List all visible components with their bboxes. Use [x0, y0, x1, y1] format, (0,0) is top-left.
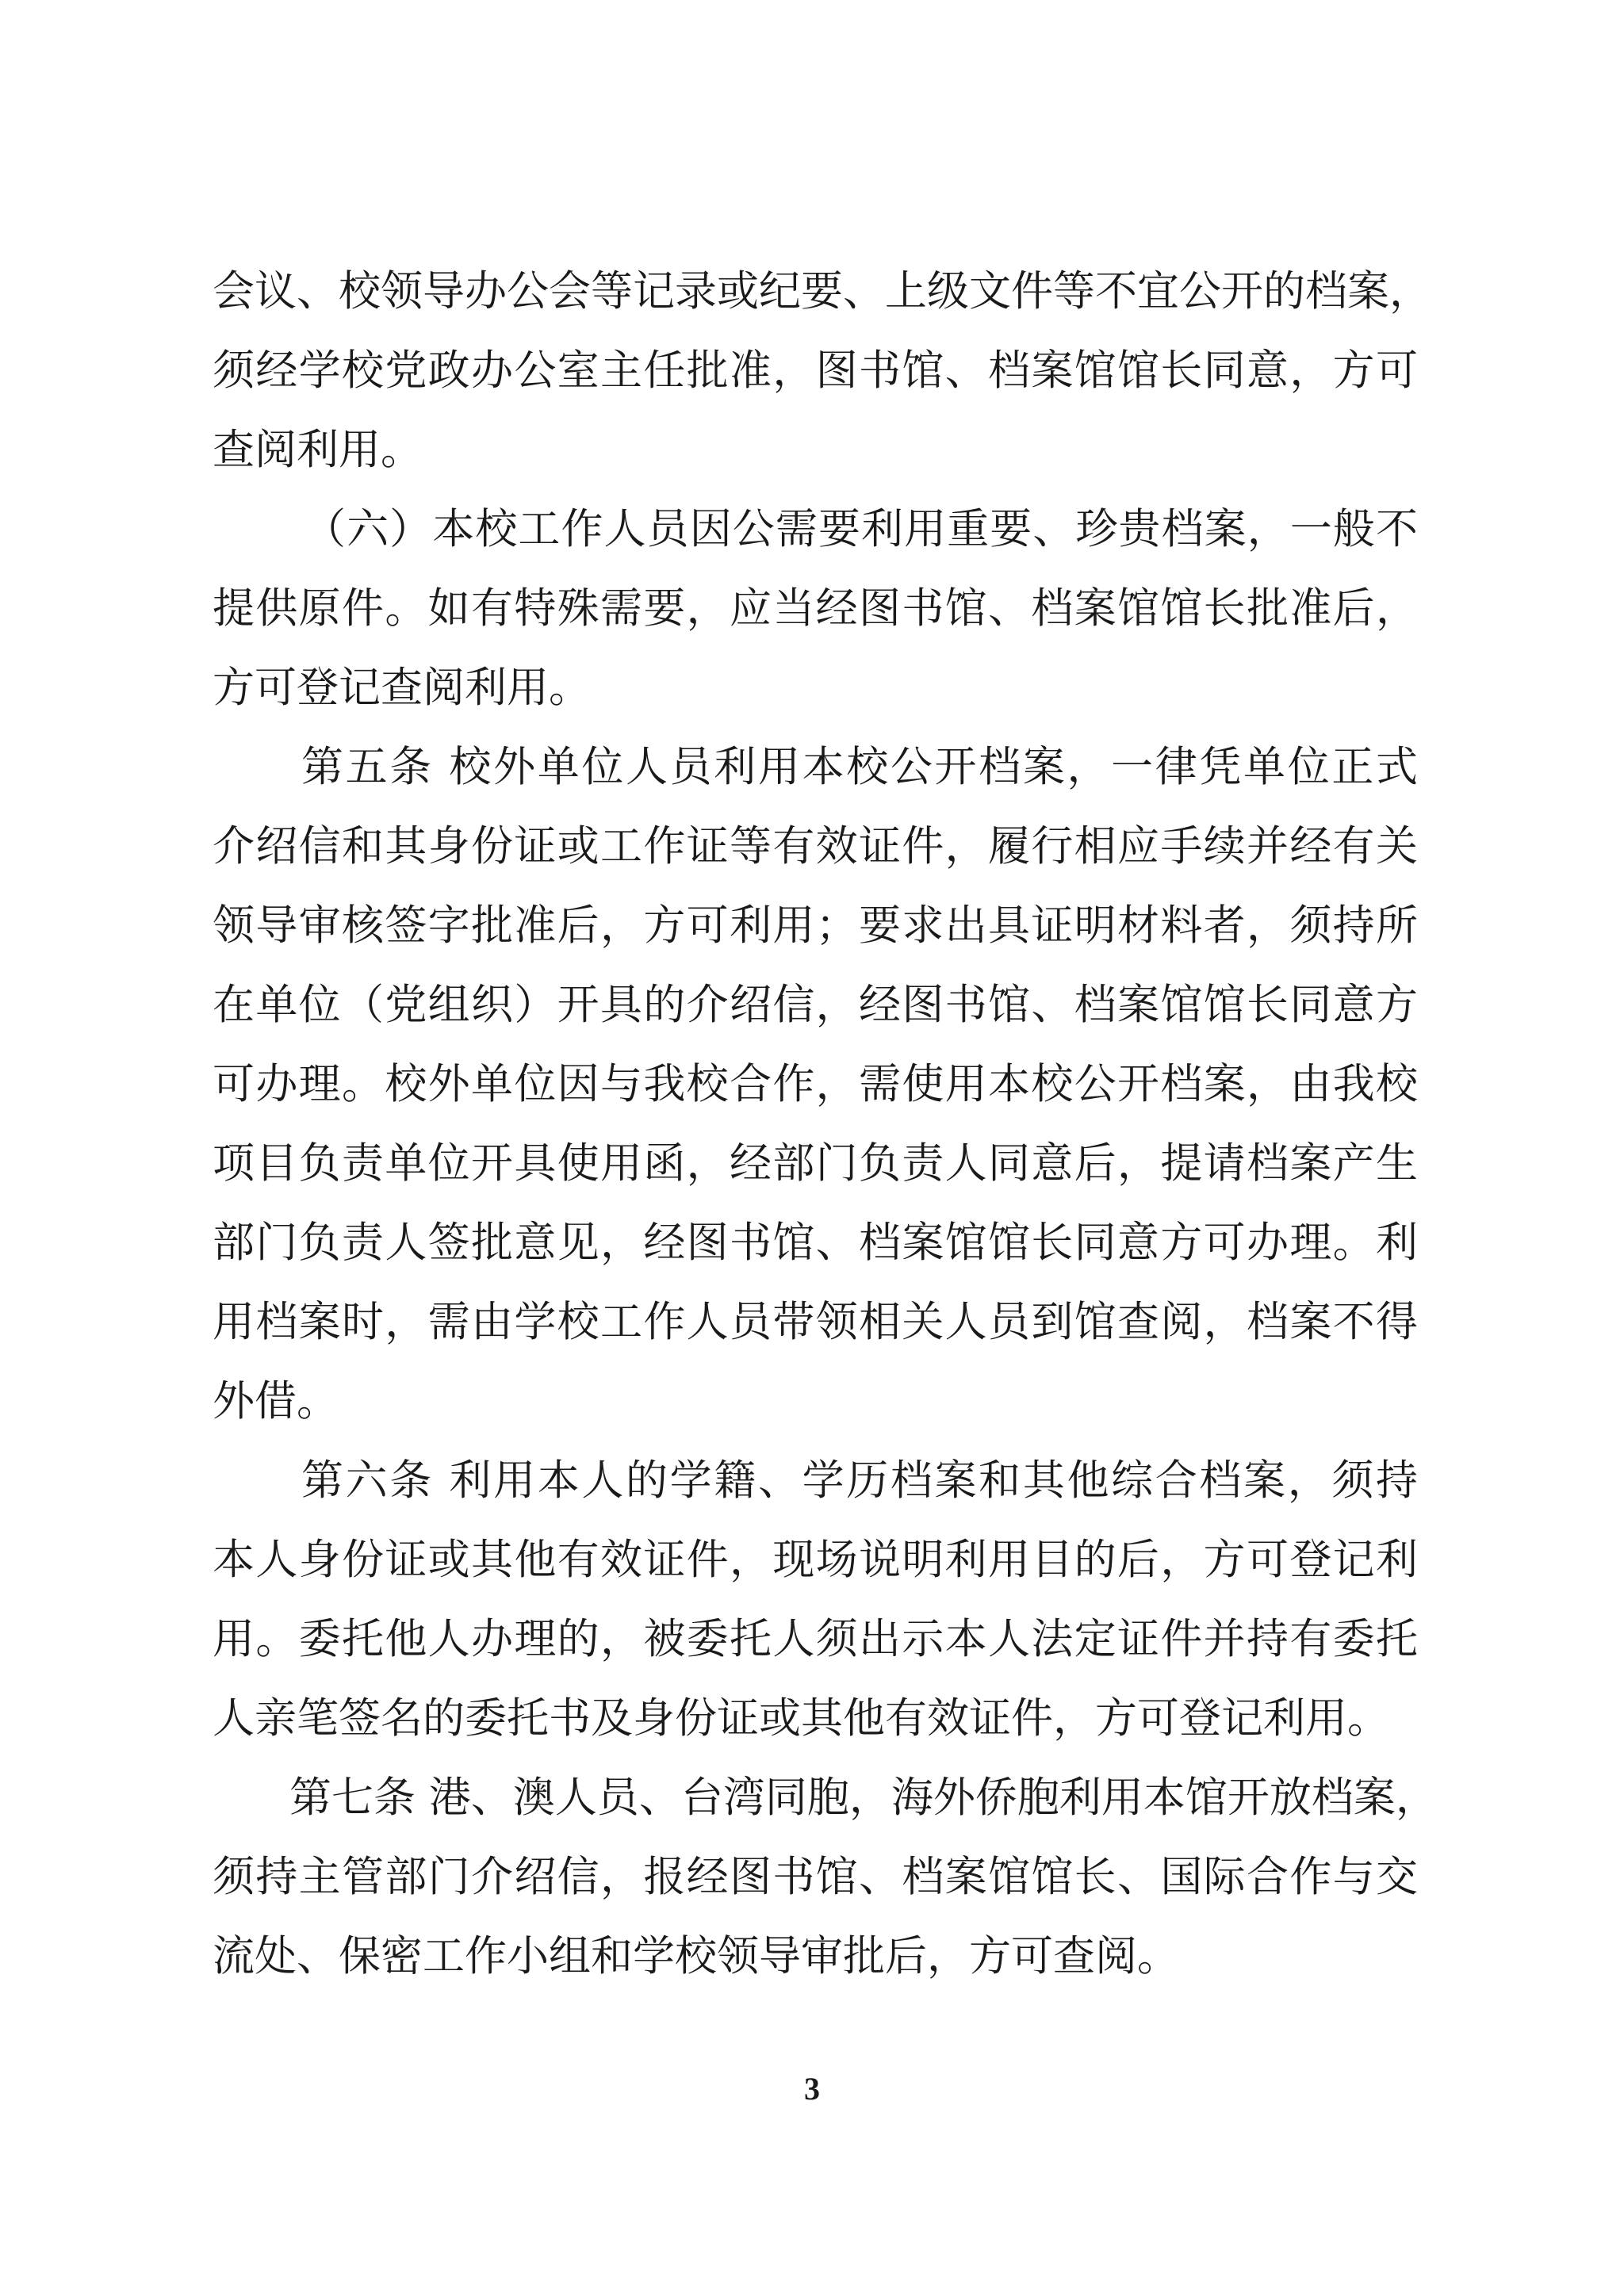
text-line: 部门负责人签批意见，经图书馆、档案馆馆长同意方可办理。利 — [213, 1219, 1418, 1267]
text-line: （六）本校工作人员因公需要利用重要、珍贵档案，一般不 — [304, 505, 1418, 553]
text-line: 用档案时，需由学校工作人员带领相关人员到馆查阅，档案不得 — [213, 1298, 1418, 1346]
text-line: 外借。 — [213, 1377, 339, 1425]
text-line: 第五条 校外单位人员利用本校公开档案，一律凭单位正式 — [301, 743, 1418, 791]
text-line: 本人身份证或其他有效证件，现场说明利用目的后，方可登记利 — [213, 1536, 1418, 1584]
text-line: 查阅利用。 — [213, 426, 423, 474]
text-line: 第七条 港、澳人员、台湾同胞，海外侨胞利用本馆开放档案， — [289, 1774, 1438, 1822]
text-line: 人亲笔签名的委托书及身份证或其他有效证件，方可登记利用。 — [213, 1694, 1389, 1743]
text-line: 须经学校党政办公室主任批准，图书馆、档案馆馆长同意，方可 — [213, 346, 1418, 395]
text-line: 方可登记查阅利用。 — [213, 664, 591, 712]
text-line: 须持主管部门介绍信，报经图书馆、档案馆馆长、国际合作与交 — [213, 1853, 1418, 1901]
page-number: 3 — [804, 2071, 820, 2107]
text-line: 项目负责单位开具使用函，经部门负责人同意后，提请档案产生 — [213, 1139, 1418, 1188]
text-line: 流处、保密工作小组和学校领导审批后，方可查阅。 — [213, 1932, 1179, 1980]
text-line: 领导审核签字批准后，方可利用；要求出具证明材料者，须持所 — [213, 901, 1418, 950]
text-line: 介绍信和其身份证或工作证等有效证件，履行相应手续并经有关 — [213, 822, 1418, 871]
text-line: 用。委托他人办理的，被委托人须出示本人法定证件并持有委托 — [213, 1615, 1418, 1663]
text-line: 提供原件。如有特殊需要，应当经图书馆、档案馆馆长批准后， — [213, 584, 1418, 633]
text-line: 会议、校领导办公会等记录或纪要、上级文件等不宜公开的档案， — [213, 267, 1431, 316]
text-line: 第六条 利用本人的学籍、学历档案和其他综合档案，须持 — [301, 1456, 1418, 1505]
text-line: 可办理。校外单位因与我校合作，需使用本校公开档案，由我校 — [213, 1060, 1418, 1108]
text-line: 在单位（党组织）开具的介绍信，经图书馆、档案馆馆长同意方 — [213, 981, 1418, 1029]
